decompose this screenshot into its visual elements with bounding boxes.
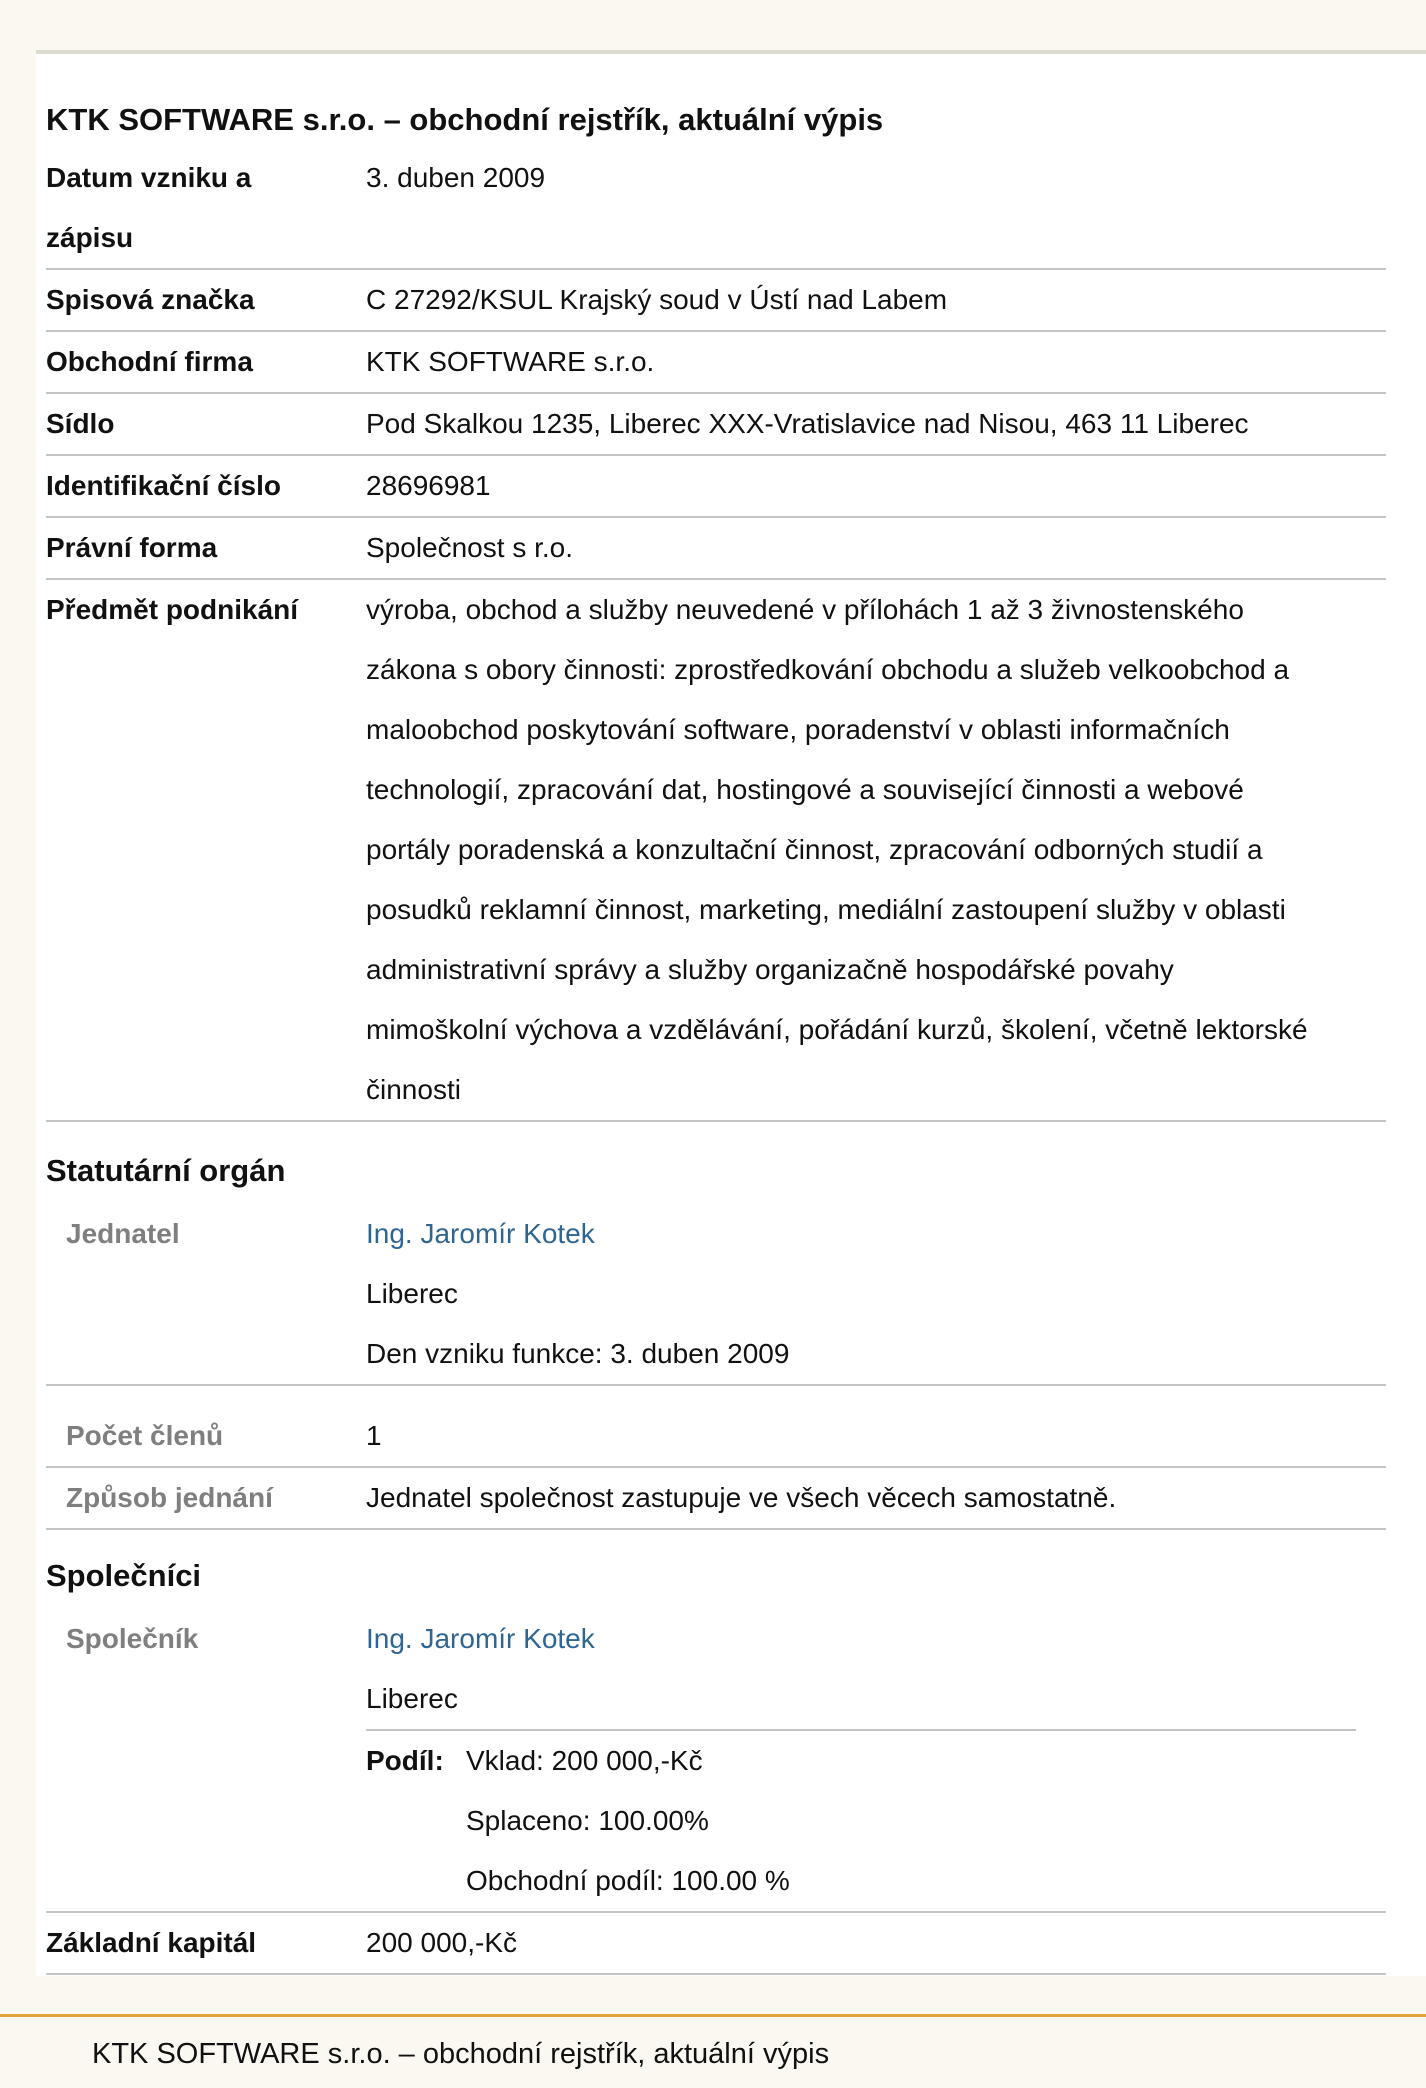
row-identifikacni-cislo bbox=[46, 456, 1386, 518]
row-value: Společnost s r.o. bbox=[366, 532, 574, 563]
row-label: Společník bbox=[66, 1623, 199, 1654]
row-zpusob-jednani bbox=[46, 1468, 1386, 1530]
row-label: Jednatel bbox=[66, 1218, 180, 1249]
row-label: Obchodní firma bbox=[46, 346, 253, 377]
row-zakladni-kapital bbox=[46, 1913, 1386, 1975]
podil-vklad: Vklad: 200 000,-Kč bbox=[466, 1745, 703, 1776]
row-value: KTK SOFTWARE s.r.o. bbox=[366, 346, 655, 377]
row-sidlo bbox=[46, 394, 1386, 456]
row-value: Pod Skalkou 1235, Liberec XXX-Vratislavice nad Nisou, 463 11 Liberec bbox=[366, 408, 1249, 439]
registry-extract-card bbox=[36, 54, 1426, 1976]
podil-values bbox=[466, 1731, 790, 1911]
row-value bbox=[366, 1609, 1388, 1911]
row-label: Sídlo bbox=[46, 408, 115, 439]
row-datum-vzniku bbox=[46, 148, 1386, 270]
jednatel-link[interactable]: Ing. Jaromír Kotek bbox=[366, 1218, 595, 1249]
row-predmet-podnikani bbox=[46, 580, 1386, 1122]
section-heading-spolecnici: Společníci bbox=[46, 1558, 202, 1593]
jednatel-city: Liberec bbox=[366, 1278, 458, 1309]
row-pravni-forma bbox=[46, 518, 1386, 580]
row-jednatel bbox=[46, 1204, 1386, 1386]
row-label: Právní forma bbox=[46, 532, 218, 563]
row-pocet-clenu bbox=[46, 1406, 1386, 1468]
row-value: výroba, obchod a služby neuvedené v přílohách 1 až 3 živnostenského zákona s obory činnosti: zprostředkování obchodu a služeb velkoobchod a maloobchod poskytování software, poradenství v oblasti informačních technologií, zpracování dat, hostingové a související činnosti a webové portály poradenská a konzultační činnost, zpracování odborných studií a posudků reklamní činnost, marketing, mediální zastoupení služby v oblasti administrativní správy a služby organizačně hospodářské povahy mimoškolní výchova a vzdělávání, pořádání kurzů, školení, včetně lektorské činnosti bbox=[366, 594, 1308, 1105]
row-value: Jednatel společnost zastupuje ve všech věcech samostatně. bbox=[366, 1482, 1117, 1513]
row-value: 28696981 bbox=[366, 470, 491, 501]
row-label: Počet členů bbox=[66, 1420, 224, 1451]
row-value: C 27292/KSUL Krajský soud v Ústí nad Labem bbox=[366, 284, 948, 315]
row-label: Datum vzniku a zápisu bbox=[46, 162, 252, 253]
podil-splaceno: Splaceno: 100.00% bbox=[466, 1805, 709, 1836]
podil-label: Podíl: bbox=[366, 1745, 444, 1776]
row-label: Způsob jednání bbox=[66, 1482, 273, 1513]
podil-obchodni: Obchodní podíl: 100.00 % bbox=[466, 1865, 790, 1896]
row-label: Spisová značka bbox=[46, 284, 255, 315]
podil-block bbox=[366, 1731, 1356, 1911]
row-spisova-znacka bbox=[46, 270, 1386, 332]
row-obchodni-firma bbox=[46, 332, 1386, 394]
spolecnik-link[interactable]: Ing. Jaromír Kotek bbox=[366, 1623, 595, 1654]
row-label: Identifikační číslo bbox=[46, 470, 281, 501]
row-value bbox=[366, 1204, 1388, 1384]
row-value: 200 000,-Kč bbox=[366, 1927, 517, 1958]
spolecnik-city: Liberec bbox=[366, 1683, 458, 1714]
footer-title: KTK SOFTWARE s.r.o. – obchodní rejstřík, aktuální výpis bbox=[92, 2038, 830, 2070]
row-value: 3. duben 2009 bbox=[366, 162, 546, 193]
page-title: KTK SOFTWARE s.r.o. – obchodní rejstřík, aktuální výpis bbox=[46, 102, 884, 137]
row-spolecnik bbox=[46, 1609, 1386, 1913]
row-label: Předmět podnikání bbox=[46, 594, 299, 625]
row-value: 1 bbox=[366, 1420, 382, 1451]
jednatel-funkce: Den vzniku funkce: 3. duben 2009 bbox=[366, 1338, 790, 1369]
footer-divider bbox=[0, 2014, 1426, 2017]
section-heading-statutarni-organ: Statutární orgán bbox=[46, 1153, 286, 1188]
row-label: Základní kapitál bbox=[46, 1927, 257, 1958]
